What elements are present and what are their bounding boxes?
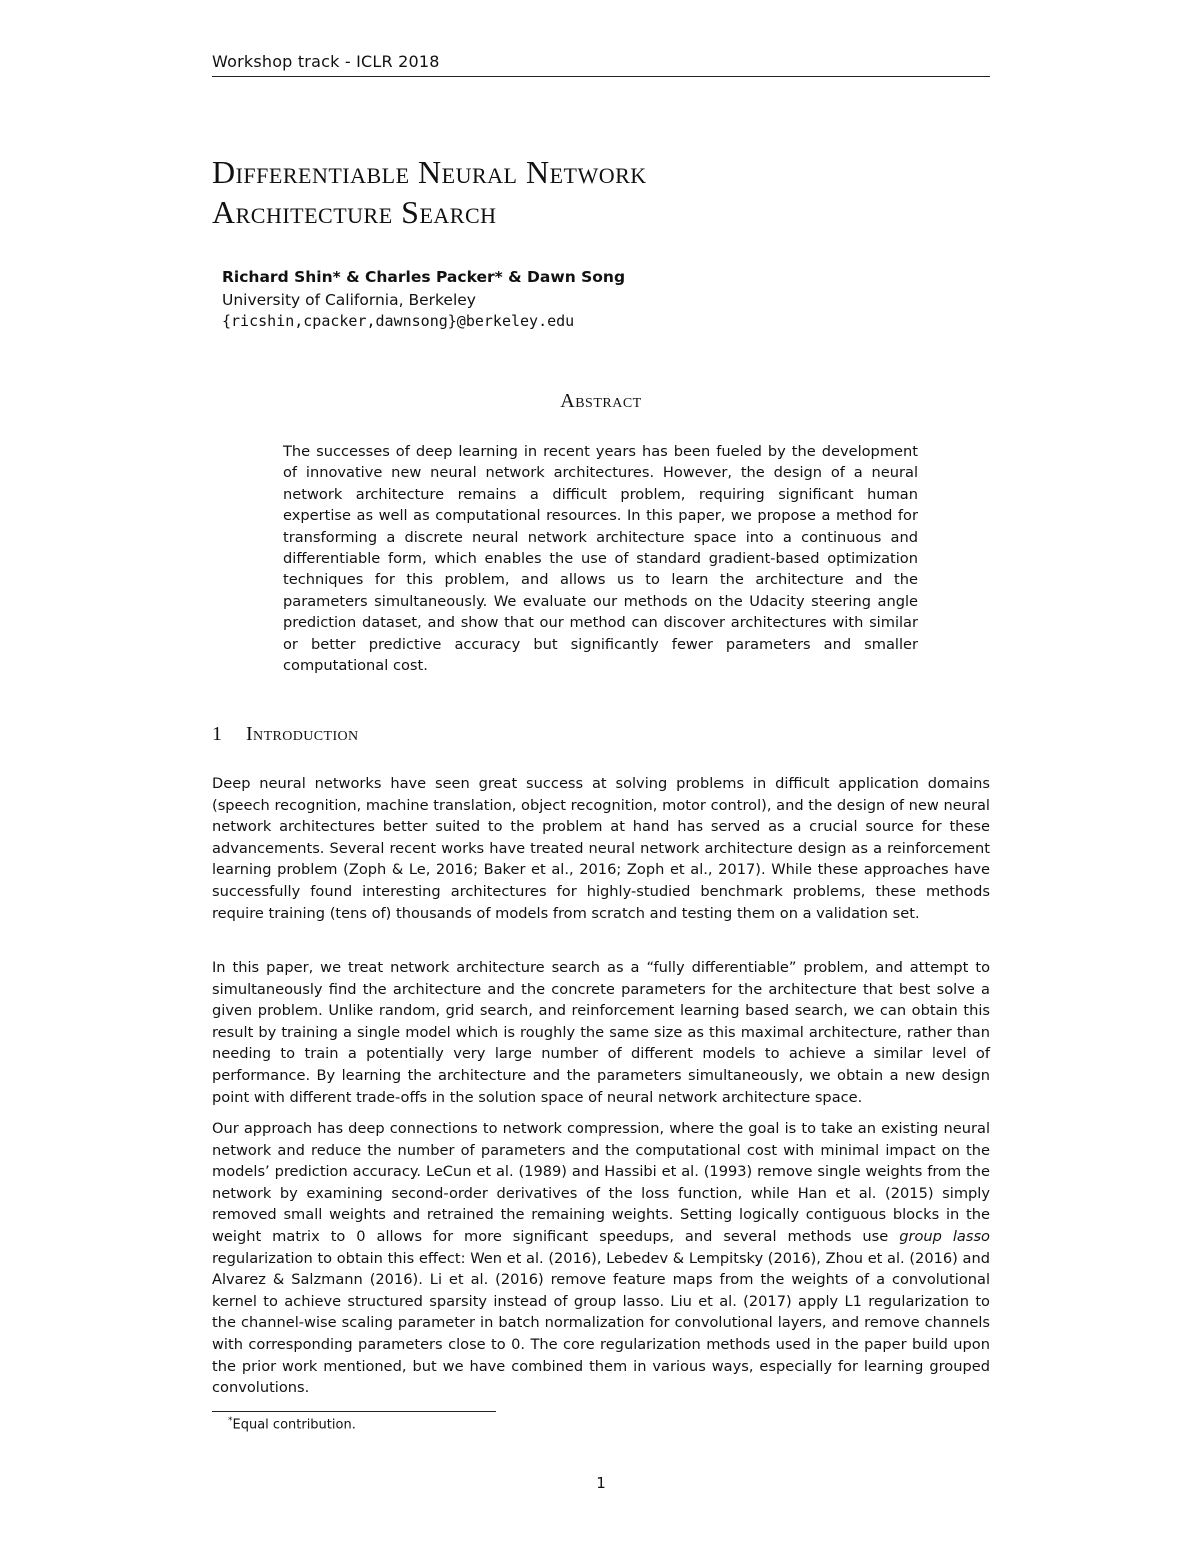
intro-paragraph-3	[212, 1118, 990, 1399]
section-heading-introduction	[212, 723, 359, 746]
title-line-2: Architecture Search	[212, 194, 497, 230]
header-rule	[212, 76, 990, 77]
emphasis-group-lasso: group lasso	[899, 1227, 990, 1245]
running-header: Workshop track - ICLR 2018	[212, 52, 440, 71]
intro-paragraph-2: In this paper, we treat network architecture search as a “fully differentiable” problem, and attempt to simultaneously find the architecture and the concrete parameters for the architecture that best solve a given problem. Unlike random, grid search, and reinforcement learning based search, we can obtain this result by training a single model which is roughly the same size as this maximal architecture, rather than needing to train a potentially very large number of different models to achieve a similar level of performance. By learning the architecture and the parameters simultaneously, we obtain a new design point with different trade-offs in the solution space of neural network architecture space.	[212, 959, 990, 1106]
author-affiliation: University of California, Berkeley	[222, 291, 476, 309]
intro-paragraph-3-part-b: regularization to obtain this effect: Wen et al. (2016), Lebedev & Lempitsky (2016), Zhou et al. (2016) and Alvarez & Salzmann (2016). Li et al. (2016) remove feature maps from the weights of a convolutional kernel to achieve structured sparsity instead of group lasso. Liu et al. (2017) apply L1 regularization to the channel-wise scaling parameter in batch normalization for convolutional layers, and remove channels with corresponding parameters close to 0. The core regularization methods used in the paper build upon the prior work mentioned, but we have combined them in various ways, especially for learning grouped convolutions.	[212, 1249, 990, 1397]
paper-title	[212, 152, 990, 232]
footnote	[228, 1416, 356, 1432]
page-number: 1	[596, 1474, 606, 1492]
footnote-mark: *	[228, 1416, 233, 1426]
intro-paragraph-1: Deep neural networks have seen great success at solving problems in difficult application domains (speech recognition, machine translation, object recognition, motor control), and the design of new neural network architectures better suited to the problem at hand has served as a crucial source for these advancements. Several recent works have treated neural network architecture design as a reinforcement learning problem (Zoph & Le, 2016; Baker et al., 2016; Zoph et al., 2017). While these approaches have successfully found interesting architectures for highly-studied benchmark problems, these methods require training (tens of) thousands of models from scratch and testing them on a validation set.	[212, 775, 990, 922]
section-title: Introduction	[246, 723, 359, 745]
section-number: 1	[212, 723, 223, 745]
title-line-1: Differentiable Neural Network	[212, 154, 647, 190]
author-names: Richard Shin* & Charles Packer* & Dawn Song	[222, 268, 626, 286]
intro-paragraph-3-part-a: Our approach has deep connections to network compression, where the goal is to take an existing neural network and reduce the number of parameters and the computational cost with minimal impact on the models’ prediction accuracy. LeCun et al. (1989) and Hassibi et al. (1993) remove single weights from the network by examining second-order derivatives of the loss function, while Han et al. (2015) simply removed small weights and retrained the remaining weights. Setting logically contiguous blocks in the weight matrix to 0 allows for more significant speedups, and several methods use	[212, 1120, 990, 1245]
footnote-rule	[212, 1411, 496, 1412]
abstract-text: The successes of deep learning in recent years has been fueled by the development of innovative new neural network architectures. However, the design of a neural network architecture remains a difficult problem, requiring significant human expertise as well as computational resources. In this paper, we propose a method for transforming a discrete neural network architecture space into a continuous and differentiable form, which enables the use of standard gradient-based optimization techniques for this problem, and allows us to learn the architecture and the parameters simultaneously. We evaluate our methods on the Udacity steering angle prediction dataset, and show that our method can discover architectures with similar or better predictive accuracy but significantly fewer parameters and smaller computational cost.	[283, 443, 918, 675]
footnote-text: Equal contribution.	[232, 1417, 356, 1433]
abstract-heading: Abstract	[560, 390, 642, 412]
author-email: {ricshin,cpacker,dawnsong}@berkeley.edu	[222, 312, 575, 330]
